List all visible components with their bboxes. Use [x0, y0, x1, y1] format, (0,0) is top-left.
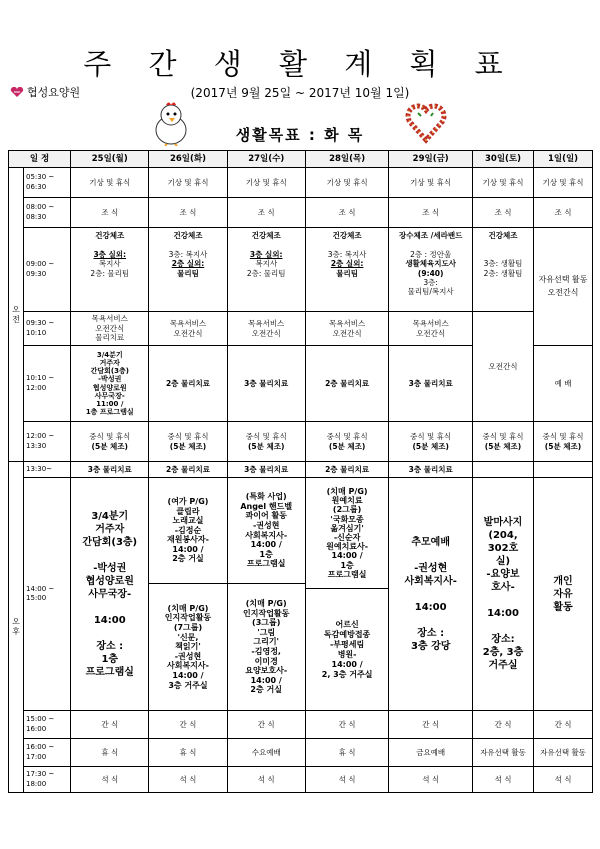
health-label: 장수체조 /세라밴드 [399, 231, 463, 240]
text: 3층 강당 [410, 640, 451, 652]
text: 물리팀/복지사 [407, 287, 454, 297]
text: 14:00 / [250, 675, 282, 685]
text: 14:00 [414, 601, 447, 613]
text: (특화 사업) [245, 492, 287, 502]
text: 발마사지 [483, 517, 523, 528]
time-bath: 09:30 ~ 10:10 [24, 312, 71, 346]
text: (3그룹) [252, 618, 281, 628]
text: (5분 체조) [91, 441, 128, 451]
cell-wake: 기상 및 휴식 [305, 168, 389, 198]
text: 독감예방접종 [323, 629, 371, 639]
health-label: 건강체조 [488, 231, 518, 240]
text: 장소 : [96, 640, 124, 652]
health-label: 건강체조 [251, 231, 281, 240]
text: 자유 [553, 588, 573, 600]
cell-sun-late: 예 배 [534, 346, 593, 422]
health-label: 건강체조 [173, 231, 203, 240]
cell-breakfast: 조 식 [227, 198, 305, 228]
cell-wed-late: 3층 물리치료 [227, 346, 305, 422]
day-wed: 27일(수) [227, 151, 305, 168]
text: 활동 [553, 601, 573, 613]
text: -신순자 [333, 533, 361, 542]
cell-lunch [149, 422, 227, 462]
text: 그리기' [253, 637, 280, 647]
text: (5분 체조) [169, 441, 207, 451]
time-lunch: 12:00 ~ 13:30 [24, 422, 71, 462]
text: 중식 및 휴식 [89, 432, 131, 442]
page-title: 주 간 생 활 계 획 표 [83, 47, 517, 81]
wed-activity-2 [228, 584, 305, 710]
text: 오전간식 [95, 323, 125, 333]
text: 협성양로원 [92, 383, 127, 392]
text: 목욕서비스 [328, 319, 366, 329]
text: (치매 P/G) [167, 603, 209, 613]
text: (9:40) [417, 268, 444, 278]
cell-dinner: 석 식 [71, 767, 149, 793]
cell-dinner: 석 식 [389, 767, 473, 793]
text: 물리치료 [95, 333, 125, 343]
org-name: 협성요양원 [27, 86, 81, 99]
text: 프로그램실 [327, 569, 367, 579]
cell-wake: 기상 및 휴식 [389, 168, 473, 198]
text: (2그룹) [332, 505, 362, 515]
text: 3층: 생활팀 [483, 259, 523, 269]
cell-mon-bath [71, 312, 149, 346]
cell-sat-morning [472, 228, 533, 312]
text: (7그룹) [173, 623, 203, 633]
text: 14:00 / [250, 540, 282, 550]
cell-thu-afternoon [305, 478, 389, 711]
cell-sun-afternoon [534, 478, 593, 711]
cell-sat-physio [472, 462, 533, 478]
cell-sat-rest: 자유선택 활동 [472, 739, 533, 767]
text: (5분 체조) [544, 441, 582, 451]
cell-tue-bath [149, 312, 227, 346]
text: 중식 및 휴식 [245, 432, 287, 442]
text: -박성권 [93, 562, 127, 574]
cell-lunch [534, 422, 593, 462]
text: (5분 체조) [328, 441, 366, 451]
cell-snack: 간 식 [149, 711, 227, 739]
text: 오전간식 [332, 328, 362, 338]
text: 거주자 [99, 359, 120, 368]
text: (여가 P/G) [167, 496, 209, 506]
text: 물리팀 [336, 268, 358, 278]
text: 사회복지사- [245, 530, 288, 540]
text: 호사- [491, 582, 515, 593]
text: (5분 체조) [412, 441, 449, 451]
text: 요양보호사- [245, 666, 288, 676]
health-label: 건강체조 [95, 231, 125, 240]
text: 오전간식 [251, 328, 281, 338]
cell-wed-rest: 수요예배 [227, 739, 305, 767]
text: 3층: 복지사 [327, 249, 367, 259]
cell-fri-physio: 3층 물리치료 [389, 462, 473, 478]
text: 오전간식 [173, 328, 203, 338]
text: 3층 실외: [249, 249, 283, 259]
section-am: 오 전 [9, 168, 24, 462]
cell-dinner: 석 식 [149, 767, 227, 793]
text: 1층 프로그램실 [85, 407, 134, 416]
text: Angel 핸드벨 [240, 501, 293, 511]
cell-snack: 간 식 [534, 711, 593, 739]
text: 중식 및 휴식 [410, 432, 452, 442]
header-schedule: 일 정 [9, 151, 71, 168]
time-rest: 16:00 ~ 17:00 [24, 739, 71, 767]
text: 사회복지사- [167, 661, 209, 671]
health-label: 건강체조 [332, 231, 362, 240]
text: 물리팀 [177, 268, 199, 278]
cell-breakfast: 조 식 [149, 198, 227, 228]
text: -박성권 [98, 375, 122, 384]
text: 실) [495, 556, 511, 567]
cell-dinner: 석 식 [227, 767, 305, 793]
cell-mon-morning [71, 228, 149, 312]
text: 3/4분기 [91, 510, 129, 522]
cell-tue-physio: 2층 물리치료 [149, 462, 227, 478]
cell-fri-morning [389, 228, 473, 312]
cell-mon-physio: 3층 물리치료 [71, 462, 149, 478]
text: 14:00 [487, 608, 519, 619]
text: (치매 P/G) [326, 487, 368, 497]
text: 14:00 [93, 614, 126, 626]
cell-sun-physio [534, 462, 593, 478]
text: -권성현 [252, 520, 280, 530]
time-physio: 13:30~ [24, 462, 71, 478]
cell-wake: 기상 및 휴식 [71, 168, 149, 198]
text: 옮겨심기' [330, 523, 364, 533]
cell-rest: 휴 식 [71, 739, 149, 767]
cell-mon-late [71, 346, 149, 422]
time-wake: 05:30 ~ 06:30 [24, 168, 71, 198]
text: 3층 실외: [93, 249, 127, 259]
cell-thu-late: 2층 물리치료 [305, 346, 389, 422]
text: 11:00 / [96, 399, 124, 408]
text: 원예치료 [331, 496, 363, 506]
cell-breakfast: 조 식 [534, 198, 593, 228]
cell-rest: 휴 식 [305, 739, 389, 767]
tue-activity-2 [149, 584, 226, 710]
weekly-schedule-table [8, 150, 593, 793]
cell-tue-morning [149, 228, 227, 312]
text: 목욕서비스 [248, 319, 285, 329]
text: -부평세림 [329, 639, 365, 649]
day-mon: 25일(월) [71, 151, 149, 168]
text: 2층, 3층 [482, 647, 524, 658]
text: -권성현 [174, 651, 202, 661]
text: 간담회(3층) [82, 536, 138, 548]
text: 오전간식 [416, 328, 446, 338]
cell-thu-morning [305, 228, 389, 312]
wed-activity-1 [228, 478, 305, 584]
cell-wed-physio: 3층 물리치료 [227, 462, 305, 478]
cell-tue-afternoon [149, 478, 227, 711]
cell-snack: 간 식 [227, 711, 305, 739]
text: 1층 [340, 560, 354, 570]
text: 14:00 / [331, 551, 363, 561]
cell-sat-afternoon [472, 478, 533, 711]
cell-lunch [472, 422, 533, 462]
text: 책읽기' [175, 642, 201, 652]
text: 14:00 / [331, 659, 363, 669]
text: 사무국장- [94, 391, 125, 400]
time-morning: 09:00 ~ 09:30 [24, 228, 71, 312]
text: 중식 및 휴식 [542, 432, 584, 442]
cell-mon-afternoon [71, 478, 149, 711]
text: (204, [488, 530, 518, 541]
text: 14:00 / [172, 670, 204, 680]
heart-wreath-icon [405, 100, 447, 144]
text: 1층 [259, 549, 273, 559]
cell-lunch [305, 422, 389, 462]
day-fri: 29일(금) [389, 151, 473, 168]
text: 2층: 물리팀 [246, 268, 286, 278]
text: 클립라 [176, 506, 200, 516]
text: -요양보 [486, 569, 520, 580]
text: 협성양로원 [85, 575, 134, 587]
cell-snack: 간 식 [472, 711, 533, 739]
period-label: (2017년 9월 25일 ~ 2017년 10월 1일) [190, 86, 410, 100]
cell-thu-bath [305, 312, 389, 346]
text: -권성현 [414, 562, 448, 574]
day-thu: 28일(목) [305, 151, 389, 168]
text: 장소 : [417, 627, 445, 639]
text: 프로그램실 [246, 559, 286, 569]
text: 3층: 복지사 [168, 249, 208, 259]
text: 목욕서비스 [169, 319, 207, 329]
cell-lunch [71, 422, 149, 462]
text: '그림 [257, 627, 276, 637]
cell-wake: 기상 및 휴식 [227, 168, 305, 198]
text: 2층 실외: [171, 259, 205, 269]
text: 추모예배 [411, 536, 450, 548]
text: 2층 실외: [330, 259, 364, 269]
text: 1층 [101, 653, 119, 665]
cell-wed-afternoon [227, 478, 305, 711]
text: 목욕서비스 [412, 319, 449, 329]
cell-tue-late: 2층 물리치료 [149, 346, 227, 422]
cell-breakfast: 조 식 [389, 198, 473, 228]
cell-breakfast: 조 식 [305, 198, 389, 228]
text: 2층 : 정안울 [410, 249, 452, 259]
cell-snack: 간 식 [389, 711, 473, 739]
cell-wake: 기상 및 휴식 [534, 168, 593, 198]
text: 간담회(3층) [90, 367, 129, 376]
cell-sun-rest: 자유선택 활동 [534, 739, 593, 767]
thu-activity-1 [306, 478, 389, 589]
cell-rest: 휴 식 [149, 739, 227, 767]
thu-activity-2 [306, 589, 389, 710]
text: 중식 및 휴식 [326, 432, 368, 442]
text: (치매 P/G) [245, 599, 287, 609]
text: 거주실 [488, 660, 518, 671]
text: (5분 체조) [484, 441, 522, 451]
cell-thu-physio: 2층 물리치료 [305, 462, 389, 478]
text: 노래교실 [172, 516, 204, 526]
text: 재원봉사자- [167, 535, 209, 545]
day-sat: 30일(토) [472, 151, 533, 168]
text: 3층: [423, 277, 438, 287]
cell-snack: 간 식 [71, 711, 149, 739]
section-pm: 오 후 [9, 462, 24, 793]
day-tue: 26일(화) [149, 151, 227, 168]
text: 사무국장- [88, 588, 132, 600]
text: 사회복지사- [404, 575, 457, 587]
text: 생활체육지도사 [405, 259, 457, 269]
text: 목욕서비스 [91, 314, 128, 324]
text: 중식 및 휴식 [167, 432, 209, 442]
text: -김정순 [174, 525, 202, 535]
text: 병원- [337, 649, 357, 659]
text: 302호 [487, 543, 519, 554]
time-late: 10:10 ~ 12:00 [24, 346, 71, 422]
cell-dinner: 석 식 [472, 767, 533, 793]
text: 콰이어 활동 [245, 511, 287, 521]
cell-sat-am-snack: 오전간식 [472, 312, 533, 422]
text: 2층: 생활팀 [483, 268, 523, 278]
time-snack: 15:00 ~ 16:00 [24, 711, 71, 739]
text: 복지사 [255, 259, 278, 269]
cell-dinner: 석 식 [534, 767, 593, 793]
cell-wed-bath [227, 312, 305, 346]
time-breakfast: 08:00 ~ 08:30 [24, 198, 71, 228]
cell-wake: 기상 및 휴식 [472, 168, 533, 198]
cell-lunch [389, 422, 473, 462]
text: 거주자 [95, 523, 125, 535]
cell-wake: 기상 및 휴식 [149, 168, 227, 198]
time-afternoon: 14:00 ~ 15:00 [24, 478, 71, 711]
text: 인지작업활동 [164, 613, 212, 623]
life-goal: 생활목표 : 화 목 [235, 126, 365, 144]
text: 프로그램실 [85, 666, 134, 678]
day-sun: 1일(일) [534, 151, 593, 168]
cell-wed-morning [227, 228, 305, 312]
cell-fri-afternoon [389, 478, 473, 711]
time-dinner: 17:30 ~ 18:00 [24, 767, 71, 793]
cell-breakfast: 조 식 [71, 198, 149, 228]
text: '국화모종 [330, 514, 364, 524]
cell-fri-late: 3층 물리치료 [389, 346, 473, 422]
text: 원예치료사- [326, 542, 369, 552]
cell-fri-bath [389, 312, 473, 346]
text: 2층 거실 [250, 685, 282, 695]
text: 중식 및 휴식 [482, 432, 524, 442]
text: 3/4분기 [96, 351, 123, 360]
cell-dinner: 석 식 [305, 767, 389, 793]
text: 3층 거주실 [168, 680, 208, 690]
text: 장소: [491, 634, 515, 645]
text: 2층: 물리팀 [90, 268, 130, 278]
text: 이미경 [254, 656, 278, 666]
cell-breakfast: 조 식 [472, 198, 533, 228]
text: 2층 거실 [172, 554, 204, 564]
text: 복지사 [98, 259, 121, 269]
text: -김영정, [251, 647, 281, 656]
text: '신문, [177, 632, 199, 642]
tue-activity-1 [149, 478, 226, 584]
text: 인지작업활동 [243, 608, 290, 618]
text: 개인 [553, 575, 573, 587]
cell-fri-rest: 금요예배 [389, 739, 473, 767]
cell-sun-morning: 자유선택 활동 오전간식 [534, 228, 593, 346]
cell-snack: 간 식 [305, 711, 389, 739]
text: 2, 3층 거주실 [321, 669, 373, 679]
text: 어르신 [335, 619, 359, 629]
cell-lunch [227, 422, 305, 462]
text: 14:00 / [172, 544, 204, 554]
text: (5분 체조) [247, 441, 285, 451]
